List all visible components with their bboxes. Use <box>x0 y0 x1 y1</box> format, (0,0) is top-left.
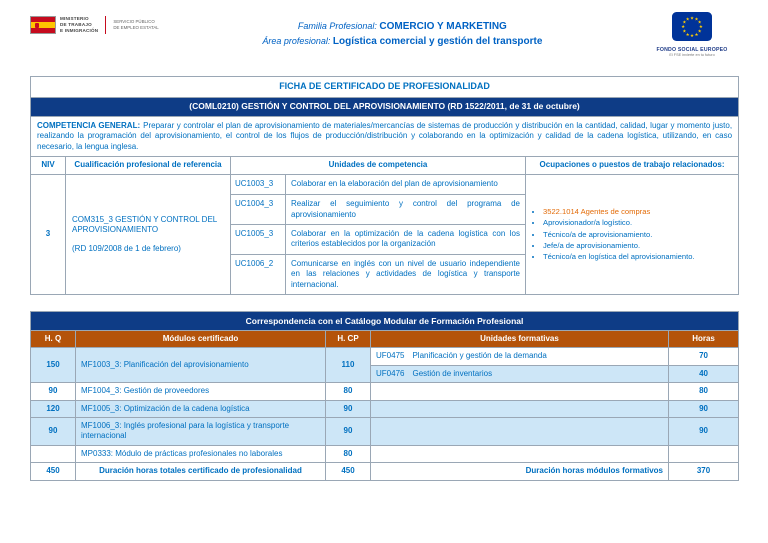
sepe-name <box>113 19 158 30</box>
uf-cell-empty <box>371 418 669 446</box>
svg-text:★: ★ <box>685 31 690 37</box>
ocupacion-item: • Jefe/a de aprovisionamiento. <box>543 241 734 251</box>
svg-text:★: ★ <box>697 19 702 25</box>
qual-data-row <box>31 175 739 295</box>
hq-cell: 150 <box>31 348 76 383</box>
eu-logo-subtitle: El FSE invierte en tu futuro <box>669 53 715 57</box>
ocupacion-item: • Aprovisionador/a logístico. <box>543 218 734 228</box>
ministry-logo <box>30 16 159 34</box>
area-profesional-line <box>262 35 542 50</box>
eu-fse-logo <box>646 12 738 57</box>
modulo-cell: MF1004_3: Gestión de proveedores <box>76 383 326 400</box>
hcp-cell: 90 <box>326 400 371 417</box>
ocupaciones-list <box>532 207 734 262</box>
svg-text:★: ★ <box>694 16 699 22</box>
modulo-row-mf1004 <box>31 383 739 400</box>
col-header-hcp: H. CP <box>326 331 371 348</box>
uf-cell <box>371 348 669 365</box>
uc-row <box>231 195 525 225</box>
niv-value: 3 <box>31 175 66 295</box>
modulos-table <box>30 311 739 481</box>
total-label-left: Duración horas totales certificado de profesionalidad <box>76 463 326 480</box>
ocupacion-item: • Técnico/a en logística del aprovisionamiento. <box>543 252 734 262</box>
horas-cell <box>669 445 739 462</box>
svg-text:★: ★ <box>697 28 702 34</box>
ocupacion-item: • Técnico/a de aprovisionamiento. <box>543 230 734 240</box>
svg-text:★: ★ <box>698 24 703 30</box>
horas-cell: 90 <box>669 418 739 446</box>
uf-code: UF0475 <box>376 351 405 361</box>
uc-row <box>231 255 525 294</box>
ministry-line: MINISTERIO <box>60 16 89 22</box>
svg-text:★: ★ <box>682 28 687 34</box>
ocupacion-destacada-text: 3522.1014 Agentes de compras <box>543 207 651 217</box>
total-hcp: 450 <box>326 463 371 480</box>
col-header-modulos: Módulos certificado <box>76 331 326 348</box>
document-titles <box>262 20 542 49</box>
horas-cell: 90 <box>669 400 739 417</box>
col-header-cualificacion: Cualificación profesional de referencia <box>66 156 231 174</box>
hq-cell: 120 <box>31 400 76 417</box>
total-horas: 370 <box>669 463 739 480</box>
total-hq: 450 <box>31 463 76 480</box>
familia-label: Familia Profesional: <box>297 21 377 31</box>
unidades-competencia-cell <box>231 175 526 295</box>
eu-logo-title: FONDO SOCIAL EUROPEO <box>656 47 728 53</box>
cualificacion-cell <box>66 175 231 295</box>
sepe-line: DE EMPLEO ESTATAL <box>113 25 159 30</box>
cualificacion-rd: (RD 109/2008 de 1 de febrero) <box>72 243 181 253</box>
col-header-horas: Horas <box>669 331 739 348</box>
competencia-general-cell <box>31 116 739 156</box>
uf-name-text: Gestión de inventarios <box>412 368 493 378</box>
ficha-table <box>30 76 739 295</box>
modulos-table-title: Correspondencia con el Catálogo Modular de Formación Profesional <box>31 312 739 331</box>
area-label: Área profesional: <box>262 35 331 46</box>
col-header-ocupaciones: Ocupaciones o puestos de trabajo relacionados: <box>526 156 739 174</box>
col-header-niv: NIV <box>31 156 66 174</box>
uc-code: UC1006_2 <box>231 255 286 294</box>
uc-text: Realizar el seguimiento y control del programa de aprovisionamiento <box>291 199 520 219</box>
hq-cell <box>31 445 76 462</box>
hq-cell: 90 <box>31 383 76 400</box>
hcp-cell: 110 <box>326 348 371 383</box>
hcp-cell: 80 <box>326 445 371 462</box>
uc-text: Colaborar en la elaboración del plan de aprovisionamiento <box>291 179 498 189</box>
col-header-unidades: Unidades de competencia <box>231 156 526 174</box>
uc-code: UC1004_3 <box>231 195 286 224</box>
hq-cell: 90 <box>31 418 76 446</box>
ocupaciones-cell <box>526 175 739 295</box>
modulo-row-mf1003 <box>31 348 739 365</box>
modulo-row-mp0333 <box>31 445 739 462</box>
col-header-unidades-formativas: Unidades formativas <box>371 331 669 348</box>
certificate-banner: (COML0210) GESTIÓN Y CONTROL DEL APROVISIONAMIENTO (RD 1522/2011, de 31 de octubre) <box>31 97 739 116</box>
ministry-line: DE TRABAJO <box>60 22 92 28</box>
uf-cell-empty <box>371 400 669 417</box>
familia-profesional-line <box>262 20 542 35</box>
familia-value: COMERCIO Y MARKETING <box>379 21 507 32</box>
uf-horas-cell: 40 <box>669 365 739 382</box>
svg-text:★: ★ <box>694 31 699 37</box>
uf-cell-empty <box>371 445 669 462</box>
svg-text:★: ★ <box>690 15 694 21</box>
modulo-row-mf1006 <box>31 418 739 446</box>
modulo-row-mf1005 <box>31 400 739 417</box>
uf-cell-empty <box>371 383 669 400</box>
logo-divider <box>105 16 106 34</box>
modulo-cell: MF1006_3: Inglés profesional para la logística y transporte internacional <box>76 418 326 446</box>
uc-text: Comunicarse en inglés con un nivel de usuario independiente en las relaciones y actividades de logística y transporte internacional. <box>291 258 520 289</box>
uc-row <box>231 175 525 195</box>
svg-text:★: ★ <box>681 24 686 30</box>
qual-header-row <box>31 156 739 174</box>
uf-cell <box>371 365 669 382</box>
total-label-right: Duración horas módulos formativos <box>371 463 669 480</box>
svg-text:★: ★ <box>682 19 687 25</box>
eu-flag-icon <box>672 12 712 41</box>
svg-text:★: ★ <box>690 33 694 39</box>
page-header <box>30 12 738 70</box>
modulos-header-row <box>31 331 739 348</box>
cualificacion-name: COM315_3 GESTIÓN Y CONTROL DEL APROVISIONAMIENTO <box>72 215 217 235</box>
competencia-label: COMPETENCIA GENERAL: <box>37 120 141 130</box>
uc-text: Colaborar en la optimización de la cadena logística con los criterios establecidos por la organización <box>291 229 520 249</box>
uf-horas-cell: 70 <box>669 348 739 365</box>
modulo-cell: MF1003_3: Planificación del aprovisionamiento <box>76 348 326 383</box>
horas-cell: 80 <box>669 383 739 400</box>
ministry-name <box>60 16 98 33</box>
hcp-cell: 90 <box>326 418 371 446</box>
uf-name-text: Planificación y gestión de la demanda <box>412 351 547 361</box>
uc-row <box>231 225 525 255</box>
competencia-text: Preparar y controlar el plan de aprovisionamiento de materiales/mercancías de sistemas de producción y distribución en la cantidad, calidad, lugar y momento justo, realizando la programación del aprovisionamiento, el control de los flujos de producción/distribución y colaborando en la optimización y calidad de la cadena logística, utilizando, en caso necesario, la lengua inglesa. <box>37 120 733 151</box>
sepe-line: SERVICIO PÚBLICO <box>113 19 155 25</box>
uc-code: UC1005_3 <box>231 225 286 254</box>
uc-code: UC1003_3 <box>231 175 286 194</box>
modulo-cell: MP0333: Módulo de prácticas profesionales no laborales <box>76 445 326 462</box>
area-value: Logística comercial y gestión del transporte <box>332 35 543 47</box>
modulo-cell: MF1005_3: Optimización de la cadena logística <box>76 400 326 417</box>
spain-flag-icon <box>30 16 56 34</box>
ocupacion-item-destacada <box>543 207 734 217</box>
ficha-title: FICHA DE CERTIFICADO DE PROFESIONALIDAD <box>31 77 739 98</box>
col-header-hq: H. Q <box>31 331 76 348</box>
totals-row <box>31 463 739 480</box>
svg-text:★: ★ <box>685 16 690 22</box>
hcp-cell: 80 <box>326 383 371 400</box>
ministry-line: E INMIGRACIÓN <box>60 27 99 33</box>
uf-code: UF0476 <box>376 368 405 378</box>
